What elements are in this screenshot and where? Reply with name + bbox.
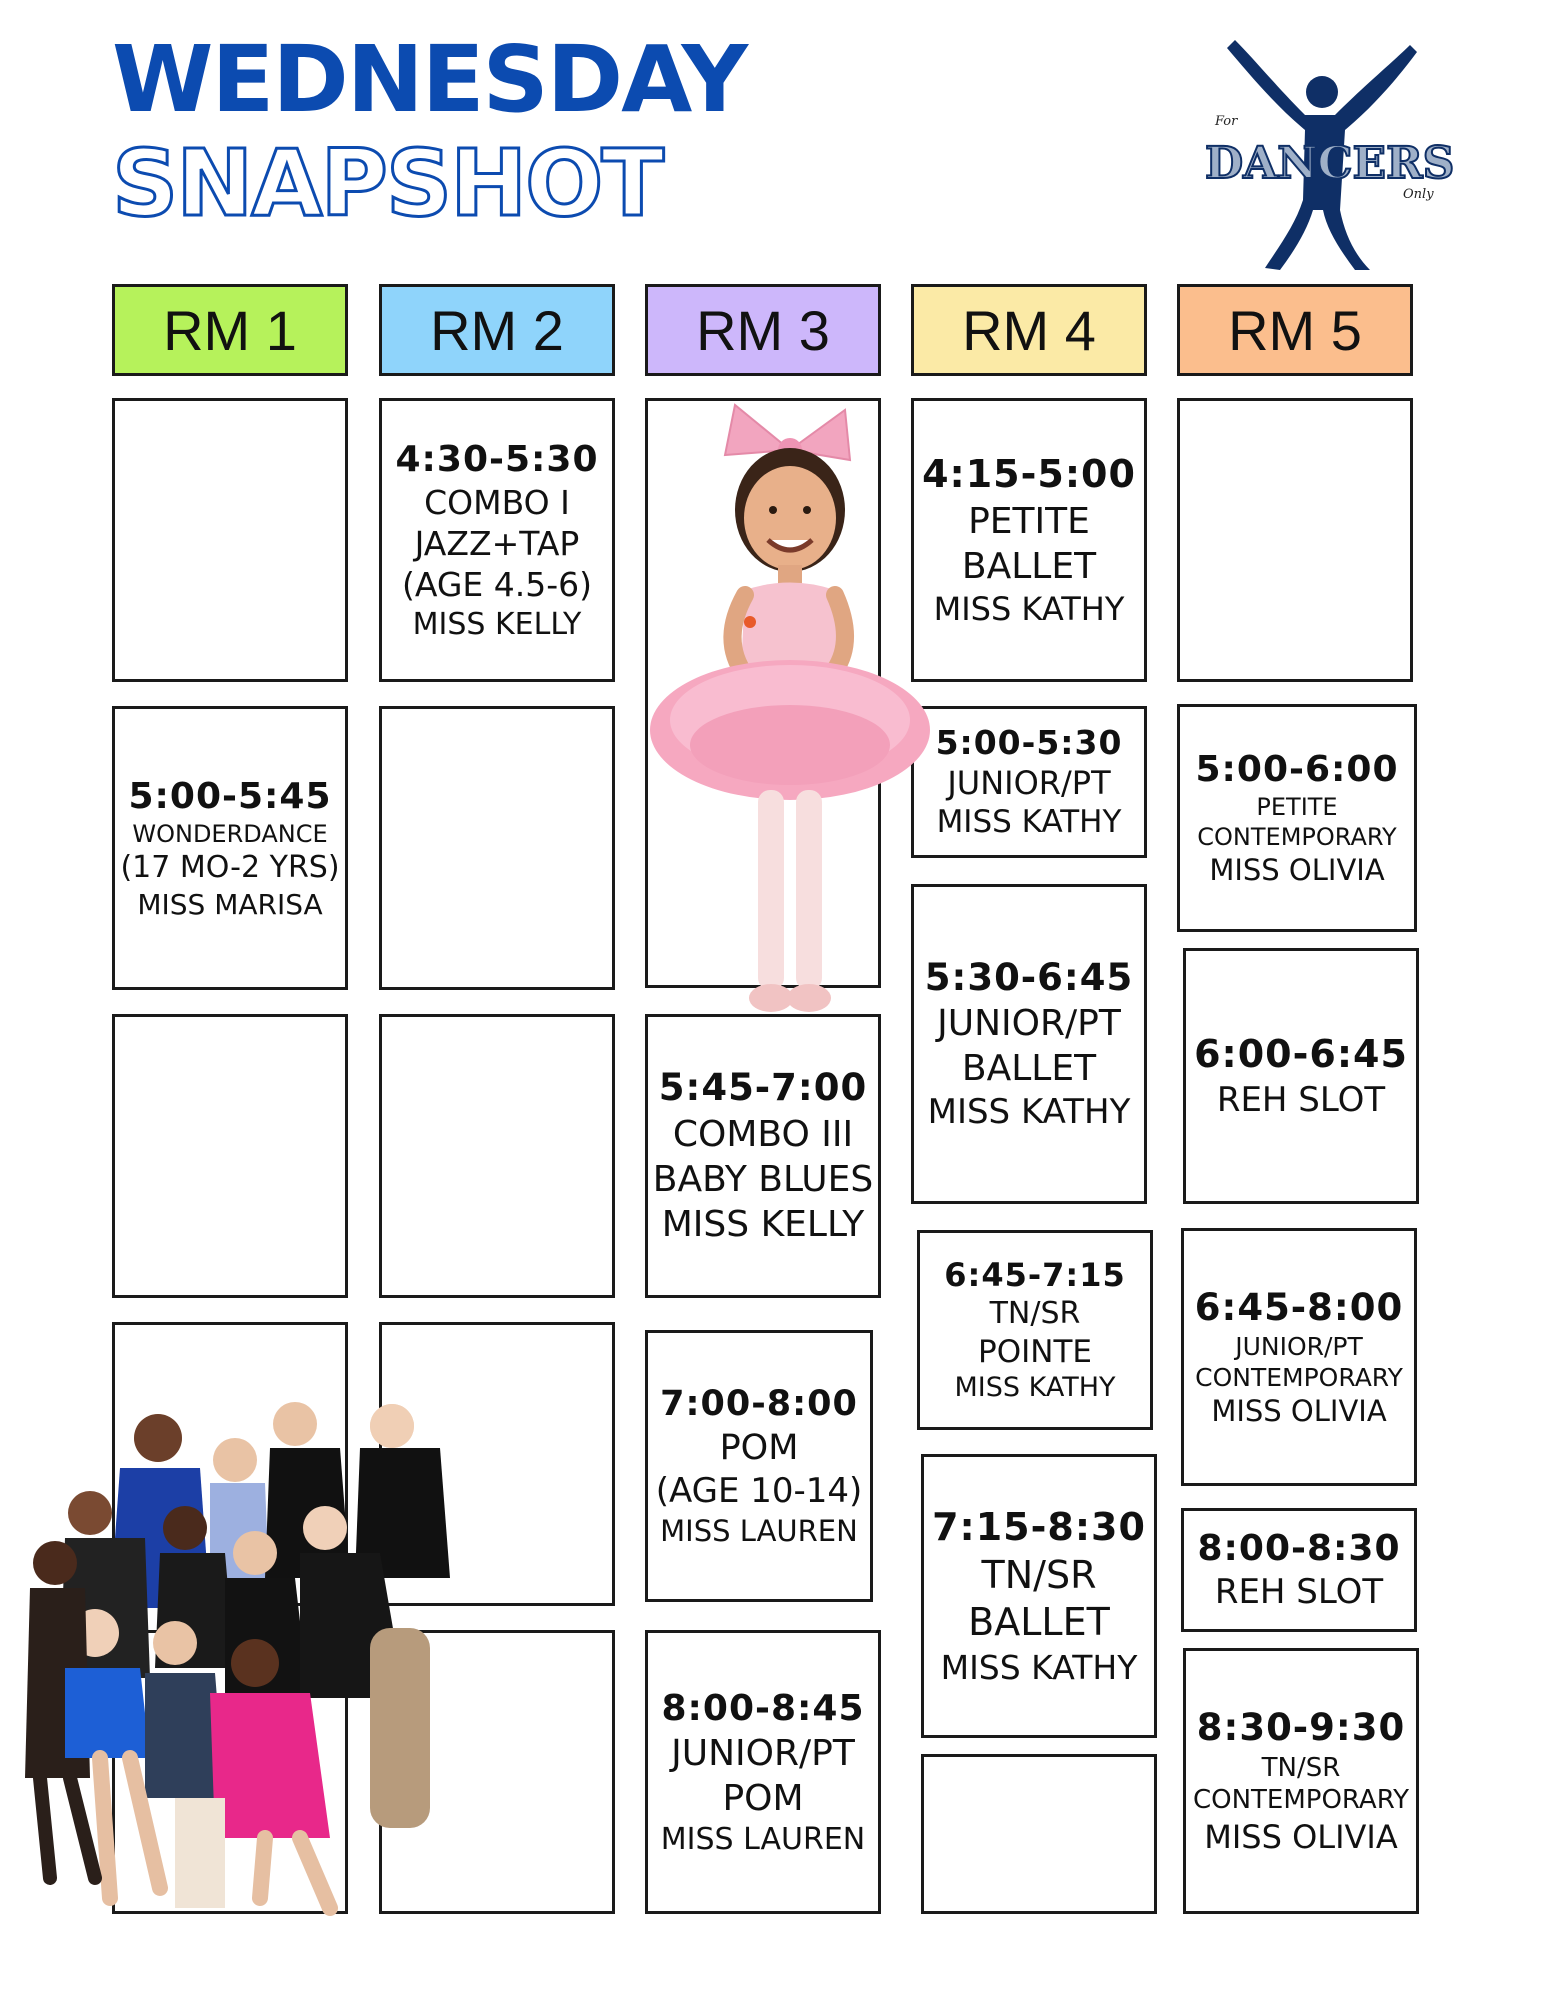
class-teacher: MISS KELLY xyxy=(661,1203,865,1245)
class-teacher: MISS KATHY xyxy=(933,589,1125,628)
room-header-2: RM 2 xyxy=(379,284,615,376)
class-name: TN/SR xyxy=(989,1296,1081,1331)
class-teacher: MISS LAUREN xyxy=(660,1821,866,1857)
class-time: 8:30-9:30 xyxy=(1196,1706,1406,1750)
ballerina-photo xyxy=(640,400,940,1040)
class-name: COMBO I xyxy=(424,482,570,522)
class-card xyxy=(911,398,1147,682)
class-card xyxy=(1177,704,1417,932)
page-title: WEDNESDAY xyxy=(112,26,747,133)
schedule-slot-empty xyxy=(379,706,615,990)
class-card xyxy=(112,706,348,990)
class-teacher: MISS KATHY xyxy=(954,1372,1116,1404)
class-name: JUNIOR/PT xyxy=(937,1002,1121,1044)
class-time: 7:00-8:00 xyxy=(660,1383,858,1424)
class-card xyxy=(911,884,1147,1204)
class-card xyxy=(917,1230,1153,1430)
logo-for-text: For xyxy=(1215,114,1238,129)
class-style: POM xyxy=(722,1777,804,1819)
class-teacher: MISS OLIVIA xyxy=(1204,1817,1398,1856)
schedule-slot-empty xyxy=(112,1014,348,1298)
class-name: TN/SR xyxy=(981,1552,1097,1597)
class-time: 5:00-6:00 xyxy=(1195,749,1399,791)
class-style: BALLET xyxy=(961,1047,1097,1089)
class-card xyxy=(1181,1228,1417,1486)
logo-dancers-text: DANCERS xyxy=(1205,138,1455,189)
class-card xyxy=(645,1630,881,1914)
class-time: 6:00-6:45 xyxy=(1194,1032,1408,1076)
class-style: BALLET xyxy=(968,1600,1110,1645)
class-style: POINTE xyxy=(978,1333,1092,1370)
class-name: JUNIOR/PT xyxy=(671,1732,855,1774)
page-subtitle: SNAPSHOT xyxy=(112,130,663,237)
class-card xyxy=(1183,1648,1419,1914)
class-card xyxy=(911,706,1147,858)
class-teacher: MISS MARISA xyxy=(137,887,323,921)
dancers-logo xyxy=(1195,30,1455,275)
class-age: (AGE 10-14) xyxy=(655,1471,863,1512)
schedule-slot-empty xyxy=(379,1014,615,1298)
class-age: (AGE 4.5-6) xyxy=(401,565,593,605)
class-time: 4:15-5:00 xyxy=(922,452,1136,497)
class-style: CONTEMPORARY xyxy=(1195,1363,1403,1392)
class-name: PETITE xyxy=(968,500,1090,542)
schedule-slot-empty xyxy=(112,398,348,682)
class-card xyxy=(645,1330,873,1602)
class-time: 6:45-8:00 xyxy=(1194,1285,1404,1329)
class-teacher: MISS KELLY xyxy=(412,606,582,642)
class-name: PETITE xyxy=(1256,793,1338,822)
class-name: JUNIOR/PT xyxy=(947,764,1111,803)
class-name: REH SLOT xyxy=(1214,1572,1384,1613)
class-style: JAZZ+TAP xyxy=(414,524,580,564)
room-header-5: RM 5 xyxy=(1177,284,1413,376)
schedule-slot-empty xyxy=(1177,398,1413,682)
class-time: 6:45-7:15 xyxy=(944,1256,1126,1294)
class-teacher: MISS KATHY xyxy=(927,1091,1131,1132)
class-card xyxy=(379,398,615,682)
class-name: REH SLOT xyxy=(1216,1079,1386,1120)
class-time: 5:00-5:45 xyxy=(128,776,332,818)
room-header-1: RM 1 xyxy=(112,284,348,376)
class-style: BALLET xyxy=(961,545,1097,587)
class-card xyxy=(645,1014,881,1298)
class-teacher: MISS KATHY xyxy=(936,804,1122,841)
class-card xyxy=(1183,948,1419,1204)
class-teacher: MISS OLIVIA xyxy=(1209,853,1385,888)
class-time: 7:15-8:30 xyxy=(932,1505,1146,1550)
class-name: JUNIOR/PT xyxy=(1235,1331,1363,1361)
group-dancers-photo xyxy=(10,1378,530,1938)
class-teacher: MISS OLIVIA xyxy=(1211,1394,1387,1429)
class-card xyxy=(921,1454,1157,1738)
class-name: POM xyxy=(719,1427,799,1468)
class-time: 4:30-5:30 xyxy=(395,438,599,480)
room-header-4: RM 4 xyxy=(911,284,1147,376)
class-style: CONTEMPORARY xyxy=(1197,823,1397,852)
class-time: 5:30-6:45 xyxy=(924,955,1134,999)
class-name: TN/SR xyxy=(1261,1752,1341,1783)
class-teacher: MISS KATHY xyxy=(940,1647,1138,1687)
class-time: 5:45-7:00 xyxy=(658,1066,868,1110)
class-card xyxy=(1181,1508,1417,1632)
logo-only-text: Only xyxy=(1403,187,1434,202)
room-header-3: RM 3 xyxy=(645,284,881,376)
class-time: 8:00-8:45 xyxy=(661,1687,865,1729)
schedule-slot-empty xyxy=(921,1754,1157,1914)
class-time: 5:00-5:30 xyxy=(935,723,1123,762)
class-teacher: MISS LAUREN xyxy=(660,1513,858,1548)
class-style: CONTEMPORARY xyxy=(1192,1785,1410,1816)
class-age: (17 MO-2 YRS) xyxy=(120,850,340,886)
class-name: WONDERDANCE xyxy=(132,820,328,849)
class-style: BABY BLUES xyxy=(652,1158,874,1200)
class-time: 8:00-8:30 xyxy=(1197,1528,1401,1570)
class-name: COMBO III xyxy=(672,1113,854,1155)
